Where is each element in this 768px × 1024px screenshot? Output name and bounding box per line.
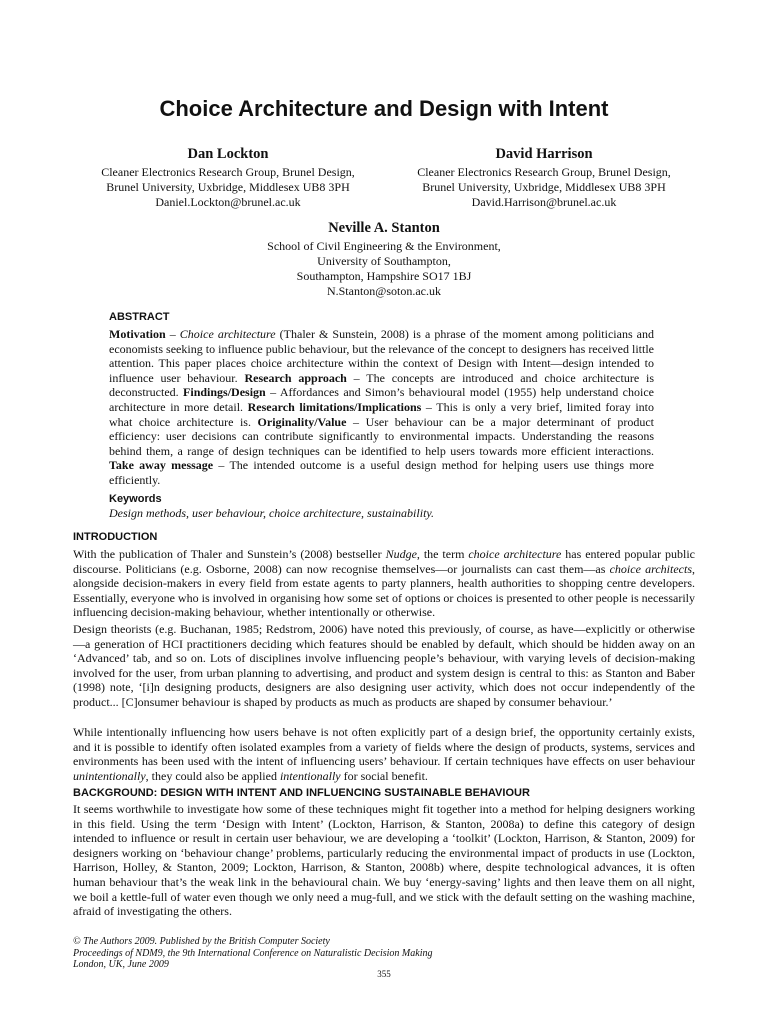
paragraph-emphasis: choice architecture bbox=[468, 547, 562, 561]
paragraph-span: While intentionally influencing how users behave is not often explicitly part of a design brief, the opportunity certainly exists, and it is possible to identify often isolated examples from a variety of fields where the design of products, systems, services and environments has been used with the intent of influencing users’ behaviour. If certain techniques have effects on user behaviour bbox=[73, 725, 695, 769]
page-number: 355 bbox=[377, 969, 391, 979]
footer-copyright: © The Authors 2009. Published by the British Computer Society bbox=[73, 936, 330, 947]
author-block bbox=[396, 147, 692, 210]
abstract-span: – The intended outcome is a useful design method for helping users use things more efficiently. bbox=[109, 458, 655, 487]
abstract-text bbox=[109, 327, 654, 488]
abstract-span: – bbox=[165, 327, 180, 341]
abstract-label: Originality/Value bbox=[257, 414, 347, 429]
author-affiliation: University of Southampton, bbox=[317, 254, 451, 268]
abstract-span: (Thaler & Sunstein, 2008) is a phrase of the moment among politicians and economists seeking to influence public behaviour, but the relevance of the concept to designers has received little attention. This paper places choice architecture within the context of Design with Intent—design intended to influence user behaviour. bbox=[109, 327, 654, 385]
section-heading: INTRODUCTION bbox=[73, 531, 158, 543]
author-affiliation: Cleaner Electronics Research Group, Brunel Design, bbox=[101, 165, 355, 179]
author-affiliation: Southampton, Hampshire SO17 1BJ bbox=[296, 269, 472, 283]
paragraph: It seems worthwhile to investigate how some of these techniques might fit together into a method for helping designers working in this field. Using the term ‘Design with Intent’ (Lockton, Harrison, & Stanton, 2008a) to define this category of design intended to influence or result in certain user behaviour, we are developing a ‘toolkit’ (Lockton, Harrison, & Stanton, 2009) for designers working on ‘behaviour change’ problems, particularly reducing the environmental impact of products in use (Lockton, Harrison, Holley, & Stanton, 2009; Lockton, Harrison, & Stanton, 2008b) where, despite technological advances, it is often human behaviour that’s the weak link in the behavioural chain. We buy ‘energy-saving’ lights and then leave them on all night, we boil a kettle-full of water even though we only need a mug-full, and we stick with the default setting on the washing machine, afraid of investigating the others. bbox=[73, 802, 695, 919]
paragraph-span: , the term bbox=[416, 547, 469, 561]
abstract-label: Motivation bbox=[109, 327, 166, 341]
paragraph bbox=[73, 725, 695, 783]
footer bbox=[73, 936, 432, 971]
paragraph-span: has entered popular public discourse. Politicians (e.g. Osborne, 2008) can now recognise themselves—or journalists can cast them—as bbox=[73, 547, 695, 576]
paragraph bbox=[73, 547, 695, 620]
abstract-term: Choice architecture bbox=[179, 327, 276, 341]
paragraph-span: , they could also be applied bbox=[145, 768, 280, 783]
abstract-span: – User behaviour can be a major determinant of product efficiency: user decisions can contribute significantly to environmental impacts. Understanding the reasons behind them, a range of design techniques can be identified to help users towards more efficient interactions. bbox=[109, 414, 654, 458]
author-email: David.Harrison@brunel.ac.uk bbox=[471, 195, 617, 209]
section-heading: BACKGROUND: DESIGN WITH INTENT AND INFLUENCING SUSTAINABLE BEHAVIOUR bbox=[73, 787, 530, 799]
author-name: Dan Lockton bbox=[187, 146, 269, 162]
paragraph-emphasis: intentionally bbox=[279, 768, 341, 783]
paragraph-span: , alongside decision-makers in every field from estate agents to party planners, health authorities to shopping centre developers. Essentially, everyone who is involved in organising how some set of options or choices is presented to other people is necessarily influencing decision-making behaviour, whether intentionally or otherwise. bbox=[73, 561, 696, 620]
abstract-heading: ABSTRACT bbox=[109, 311, 170, 323]
author-affiliation: School of Civil Engineering & the Environment, bbox=[267, 239, 501, 253]
author-affiliation: Brunel University, Uxbridge, Middlesex UB8 3PH bbox=[106, 180, 350, 194]
abstract-label: Research limitations/Implications bbox=[247, 399, 422, 414]
abstract-span: – This is only a very brief, limited foray into what choice architecture is. bbox=[109, 399, 654, 429]
paragraph-emphasis: Nudge bbox=[385, 547, 417, 561]
paragraph: Design theorists (e.g. Buchanan, 1985; Redstrom, 2006) have noted this previously, of course, as have—explicitly or otherwise—a generation of HCI practitioners deciding which features should be enabled by default, which should be hidden away on an ‘Advanced’ tab, and so on. Lots of disciplines involve influencing people’s behaviour, with varying levels of decision-making involved for the user, from urban planning to advertising, and product and system design is central to this: as Stanton and Baber (1998) note, ‘[i]n designing products, designers are also designing user activity, which does not occur independently of the product... [C]onsumer behaviour is shaped by products as much as products are shaped by consumer behaviour.’ bbox=[73, 622, 695, 709]
footer-proceedings: Proceedings of NDM9, the 9th International Conference on Naturalistic Decision Making bbox=[73, 947, 433, 959]
author-affiliation: Brunel University, Uxbridge, Middlesex UB8 3PH bbox=[422, 180, 666, 194]
paragraph-emphasis: choice architects bbox=[609, 561, 693, 576]
abstract-span: – The concepts are introduced and choice architecture is deconstructed. bbox=[109, 370, 654, 400]
author-email: Daniel.Lockton@brunel.ac.uk bbox=[155, 195, 301, 209]
author-block bbox=[234, 221, 534, 299]
abstract-label: Take away message bbox=[109, 458, 214, 473]
keywords-text: Design methods, user behaviour, choice architecture, sustainability. bbox=[109, 506, 435, 520]
author-affiliation: Cleaner Electronics Research Group, Brunel Design, bbox=[417, 165, 671, 179]
abstract-label: Research approach bbox=[244, 370, 347, 385]
author-name: David Harrison bbox=[495, 146, 593, 162]
keywords-heading: Keywords bbox=[109, 493, 162, 505]
author-block bbox=[80, 147, 376, 210]
author-name: Neville A. Stanton bbox=[328, 220, 440, 236]
paper-title: Choice Architecture and Design with Intent bbox=[159, 96, 609, 121]
abstract-label: Findings/Design bbox=[183, 385, 266, 400]
paragraph-emphasis: unintentionally bbox=[73, 768, 146, 783]
paragraph-span: for social benefit. bbox=[340, 768, 428, 783]
paragraph-span: With the publication of Thaler and Sunstein’s (2008) bestseller bbox=[73, 547, 386, 561]
abstract-span: – Affordances and Simon’s behavioural model (1955) help understand choice architecture in more detail. bbox=[109, 385, 654, 414]
footer-location: London, UK, June 2009 bbox=[73, 959, 169, 970]
author-email: N.Stanton@soton.ac.uk bbox=[326, 284, 442, 298]
